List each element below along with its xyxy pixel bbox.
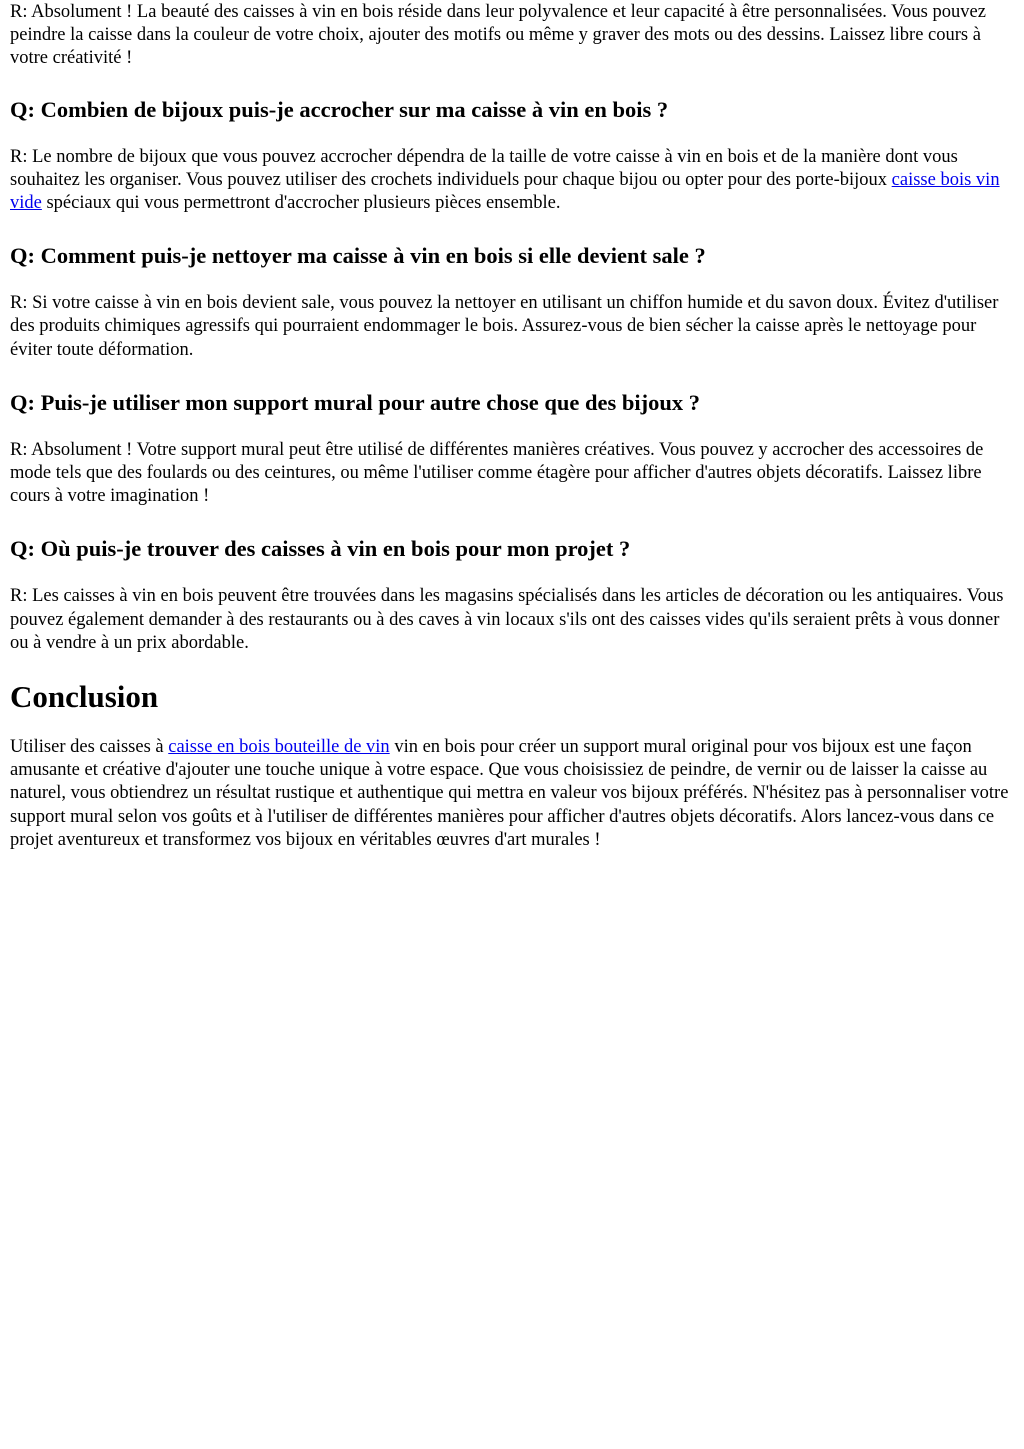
faq-question-5: Q: Où puis-je trouver des caisses à vin en bois pour mon projet ? [10,536,631,562]
conclusion-heading: Conclusion [10,679,159,715]
link-caisse-en-bois-bouteille-de-vin[interactable]: caisse en bois bouteille de vin [168,737,390,758]
faq-question-4: Q: Puis-je utiliser mon support mural pour autre chose que des bijoux ? [10,389,701,415]
faq-answer-4: R: Absolument ! Votre support mural peut être utilisé de différentes manières créatives. Vous pouvez y accrocher des accessoires de mode tels que des foulards ou des ceintures, ou même l'utiliser comme étagère pour afficher d'autres objets décoratifs. Laissez libre cours à votre imagination ! [10,439,984,507]
faq-question-3: Q: Comment puis-je nettoyer ma caisse à vin en bois si elle devient sale ? [10,243,706,269]
conclusion-text-after: vin en bois pour créer un support mural original pour vos bijoux est une façon amusante et créative d'ajouter une touche unique à votre espace. Que vous choisissiez de peindre, de vernir ou de laisser la caisse au naturel, vous obtiendrez un résultat rustique et authentique qui mettra en valeur vos bijoux préférés. N'hésitez pas à personnaliser votre support mural selon vos goûts et à l'utiliser de différentes manières pour afficher d'autres objets décoratifs. Alors lancez-vous dans ce projet aventureux et transformez vos bijoux en véritables œuvres d'art murales ! [10,737,1009,850]
faq-answer-2-text-before: R: Le nombre de bijoux que vous pouvez accrocher dépendra de la taille de votre caisse à vin en bois et de la manière dont vous souhaitez les organiser. Vous pouvez utiliser des crochets individuels pour chaque bijou ou opter pour des porte-bijoux [10,146,958,190]
faq-answer-5: R: Les caisses à vin en bois peuvent être trouvées dans les magasins spécialisés dans les articles de décoration ou les antiquaires. Vous pouvez également demander à des restaurants ou à des caves à vin locaux s'ils ont des caisses vides qu'ils seraient prêts à vous donner ou à vendre à un prix abordable. [10,586,1004,653]
faq-question-2: Q: Combien de bijoux puis-je accrocher sur ma caisse à vin en bois ? [10,96,669,122]
faq-answer-2-text-after: spéciaux qui vous permettront d'accrocher plusieurs pièces ensemble. [41,193,561,214]
conclusion-paragraph [10,736,1014,852]
faq-answer-3: R: Si votre caisse à vin en bois devient sale, vous pouvez la nettoyer en utilisant un chiffon humide et du savon doux. Évitez d'utiliser des produits chimiques agressifs qui pourraient endommager le bois. Assurez-vous de bien sécher la caisse après le nettoyage pour éviter toute déformation. [10,293,999,360]
article-body [0,1,1024,852]
faq-answer-2 [10,146,1014,216]
faq-answer-1: R: Absolument ! La beauté des caisses à vin en bois réside dans leur polyvalence et leur capacité à être personnalisées. Vous pouvez peindre la caisse dans la couleur de votre choix, ajouter des motifs ou même y graver des mots ou des dessins. Laissez libre cours à votre créativité ! [10,2,986,69]
link-caisse-bois-vin-vide[interactable]: caisse bois vin vide [10,169,1000,214]
conclusion-text-before: Utiliser des caisses à [10,737,169,758]
